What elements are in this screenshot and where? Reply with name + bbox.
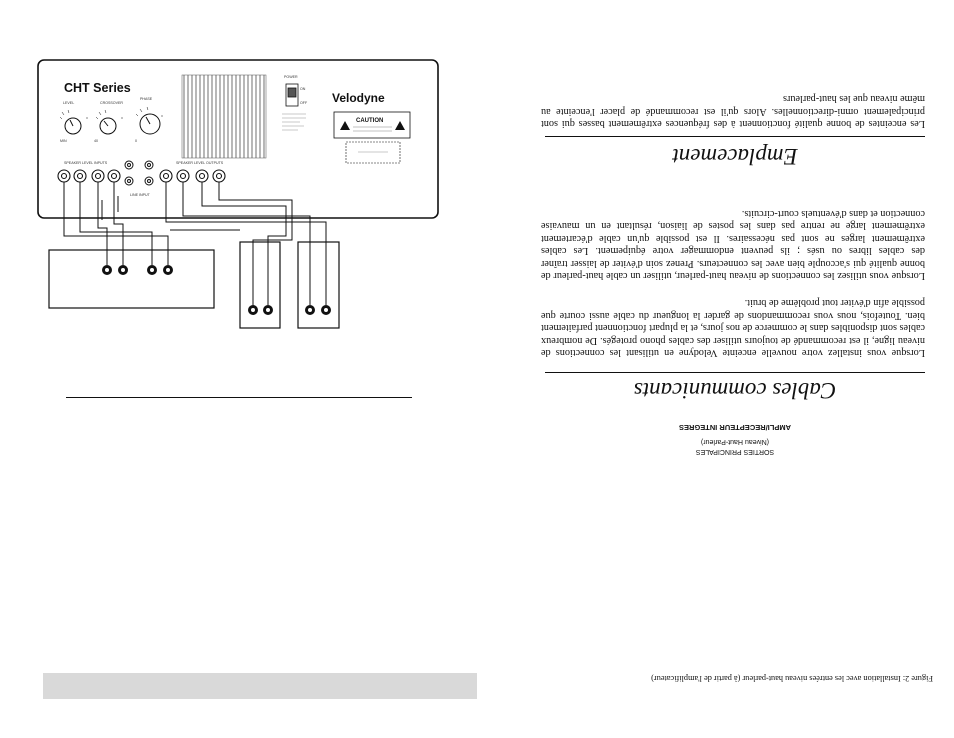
fine-print-lines bbox=[282, 114, 306, 130]
amplifier-output-terminals bbox=[102, 265, 173, 275]
svg-text:POWER: POWER bbox=[284, 75, 298, 79]
figure-separator-line bbox=[66, 397, 412, 398]
section-rule-emplacement bbox=[545, 136, 925, 137]
section-title-cables: Cables communicants bbox=[633, 378, 837, 403]
power-switch bbox=[286, 84, 298, 106]
wiring-diagram-svg bbox=[0, 0, 477, 340]
svg-text:PHASE: PHASE bbox=[140, 97, 153, 101]
svg-text:MIN: MIN bbox=[60, 139, 67, 143]
svg-text:SPEAKER LEVEL OUTPUTS: SPEAKER LEVEL OUTPUTS bbox=[176, 161, 224, 165]
svg-text:CAUTION: CAUTION bbox=[356, 118, 384, 124]
paragraph-cables-line-level: Lorsque vous installez votre nouvelle enceinte Velodyne en utilisant les connections de niveau ligne, il est recommandé de toujours utiliser des cables phono protegés. De nombreux cables sont disponibles dans le commerce de nos jours, et la plupart fonctionnent parfaitement bien. Toutefois, nous vous recommandons de garder la longueur du cable aussi courte que possible afin d'éviter tout problème de bruit. bbox=[541, 297, 925, 358]
label-main-outputs: SORTIES PRINCIPALES bbox=[695, 448, 775, 455]
knob-tick-marks bbox=[60, 107, 163, 119]
svg-text:LINE INPUT: LINE INPUT bbox=[130, 193, 150, 197]
speaker-box-terminals bbox=[248, 305, 331, 315]
right-page bbox=[477, 0, 954, 738]
velodyne-logo: Velodyne bbox=[332, 91, 385, 105]
svg-text:0: 0 bbox=[135, 139, 137, 143]
wiring-diagram bbox=[0, 0, 477, 340]
rotated-text-block bbox=[477, 0, 954, 738]
svg-text:ON: ON bbox=[300, 87, 306, 91]
left-speaker-box bbox=[240, 242, 280, 328]
svg-text:CROSSOVER: CROSSOVER bbox=[100, 101, 123, 105]
paragraph-cables-speaker-level: Lorsque vous utilisez les connections de niveau haut-parleur, utiliser un cable haut-parleur de bonne qualité qui s'accouple bien avec les connecteurs. Prenez soin d'éviter de laisser traîner des cables libres ou usés ; ils peuvent endommager votre équipement. Les cables extrêmement larges ne sont pas nécessaires. Il est possible qu'un cable d'écartement extrêmement large ne rentre pas dans les postes de liaison, résultant en un mauvaise connection et dans d'éventuels court-circuits. bbox=[541, 207, 925, 281]
section-rule-cables bbox=[545, 372, 925, 373]
label-speaker-level: (Niveau Haut-Parleur) bbox=[700, 438, 770, 445]
control-knobs bbox=[65, 114, 160, 134]
right-speaker-box bbox=[298, 242, 339, 328]
speaker-input-terminals bbox=[58, 170, 120, 182]
svg-text:40: 40 bbox=[94, 139, 98, 143]
line-input-jacks bbox=[125, 161, 153, 185]
heat-sink-grille bbox=[184, 75, 264, 158]
section-title-emplacement: Emplacement bbox=[672, 144, 798, 169]
panel-brand-title: CHT Series bbox=[64, 81, 131, 95]
footer-bar bbox=[43, 673, 477, 699]
label-integrated-amplifier: AMPLI/RECEPTEUR INTEGRES bbox=[678, 423, 792, 432]
serial-label-box bbox=[346, 142, 400, 163]
caution-warning-label bbox=[334, 112, 410, 138]
speaker-output-terminals bbox=[160, 170, 225, 182]
paragraph-emplacement: Les enceintes de bonne qualité fonctionnent à des fréquences extrêmement basses qui sont principalement omni-directionnelles. Alors qu'il est recommandé de placer l'enceinte au même niveau que les haut-parleurs bbox=[541, 93, 925, 129]
svg-text:LEVEL: LEVEL bbox=[63, 101, 75, 105]
svg-text:OFF: OFF bbox=[300, 101, 308, 105]
speaker-wires bbox=[64, 182, 326, 305]
figure-caption: Figure 2: Installation avec les entrées niveau haut-parleur (à partir de l'amplificateur) bbox=[651, 674, 933, 683]
svg-text:SPEAKER LEVEL INPUTS: SPEAKER LEVEL INPUTS bbox=[64, 161, 108, 165]
amplifier-receiver-box bbox=[49, 250, 214, 308]
